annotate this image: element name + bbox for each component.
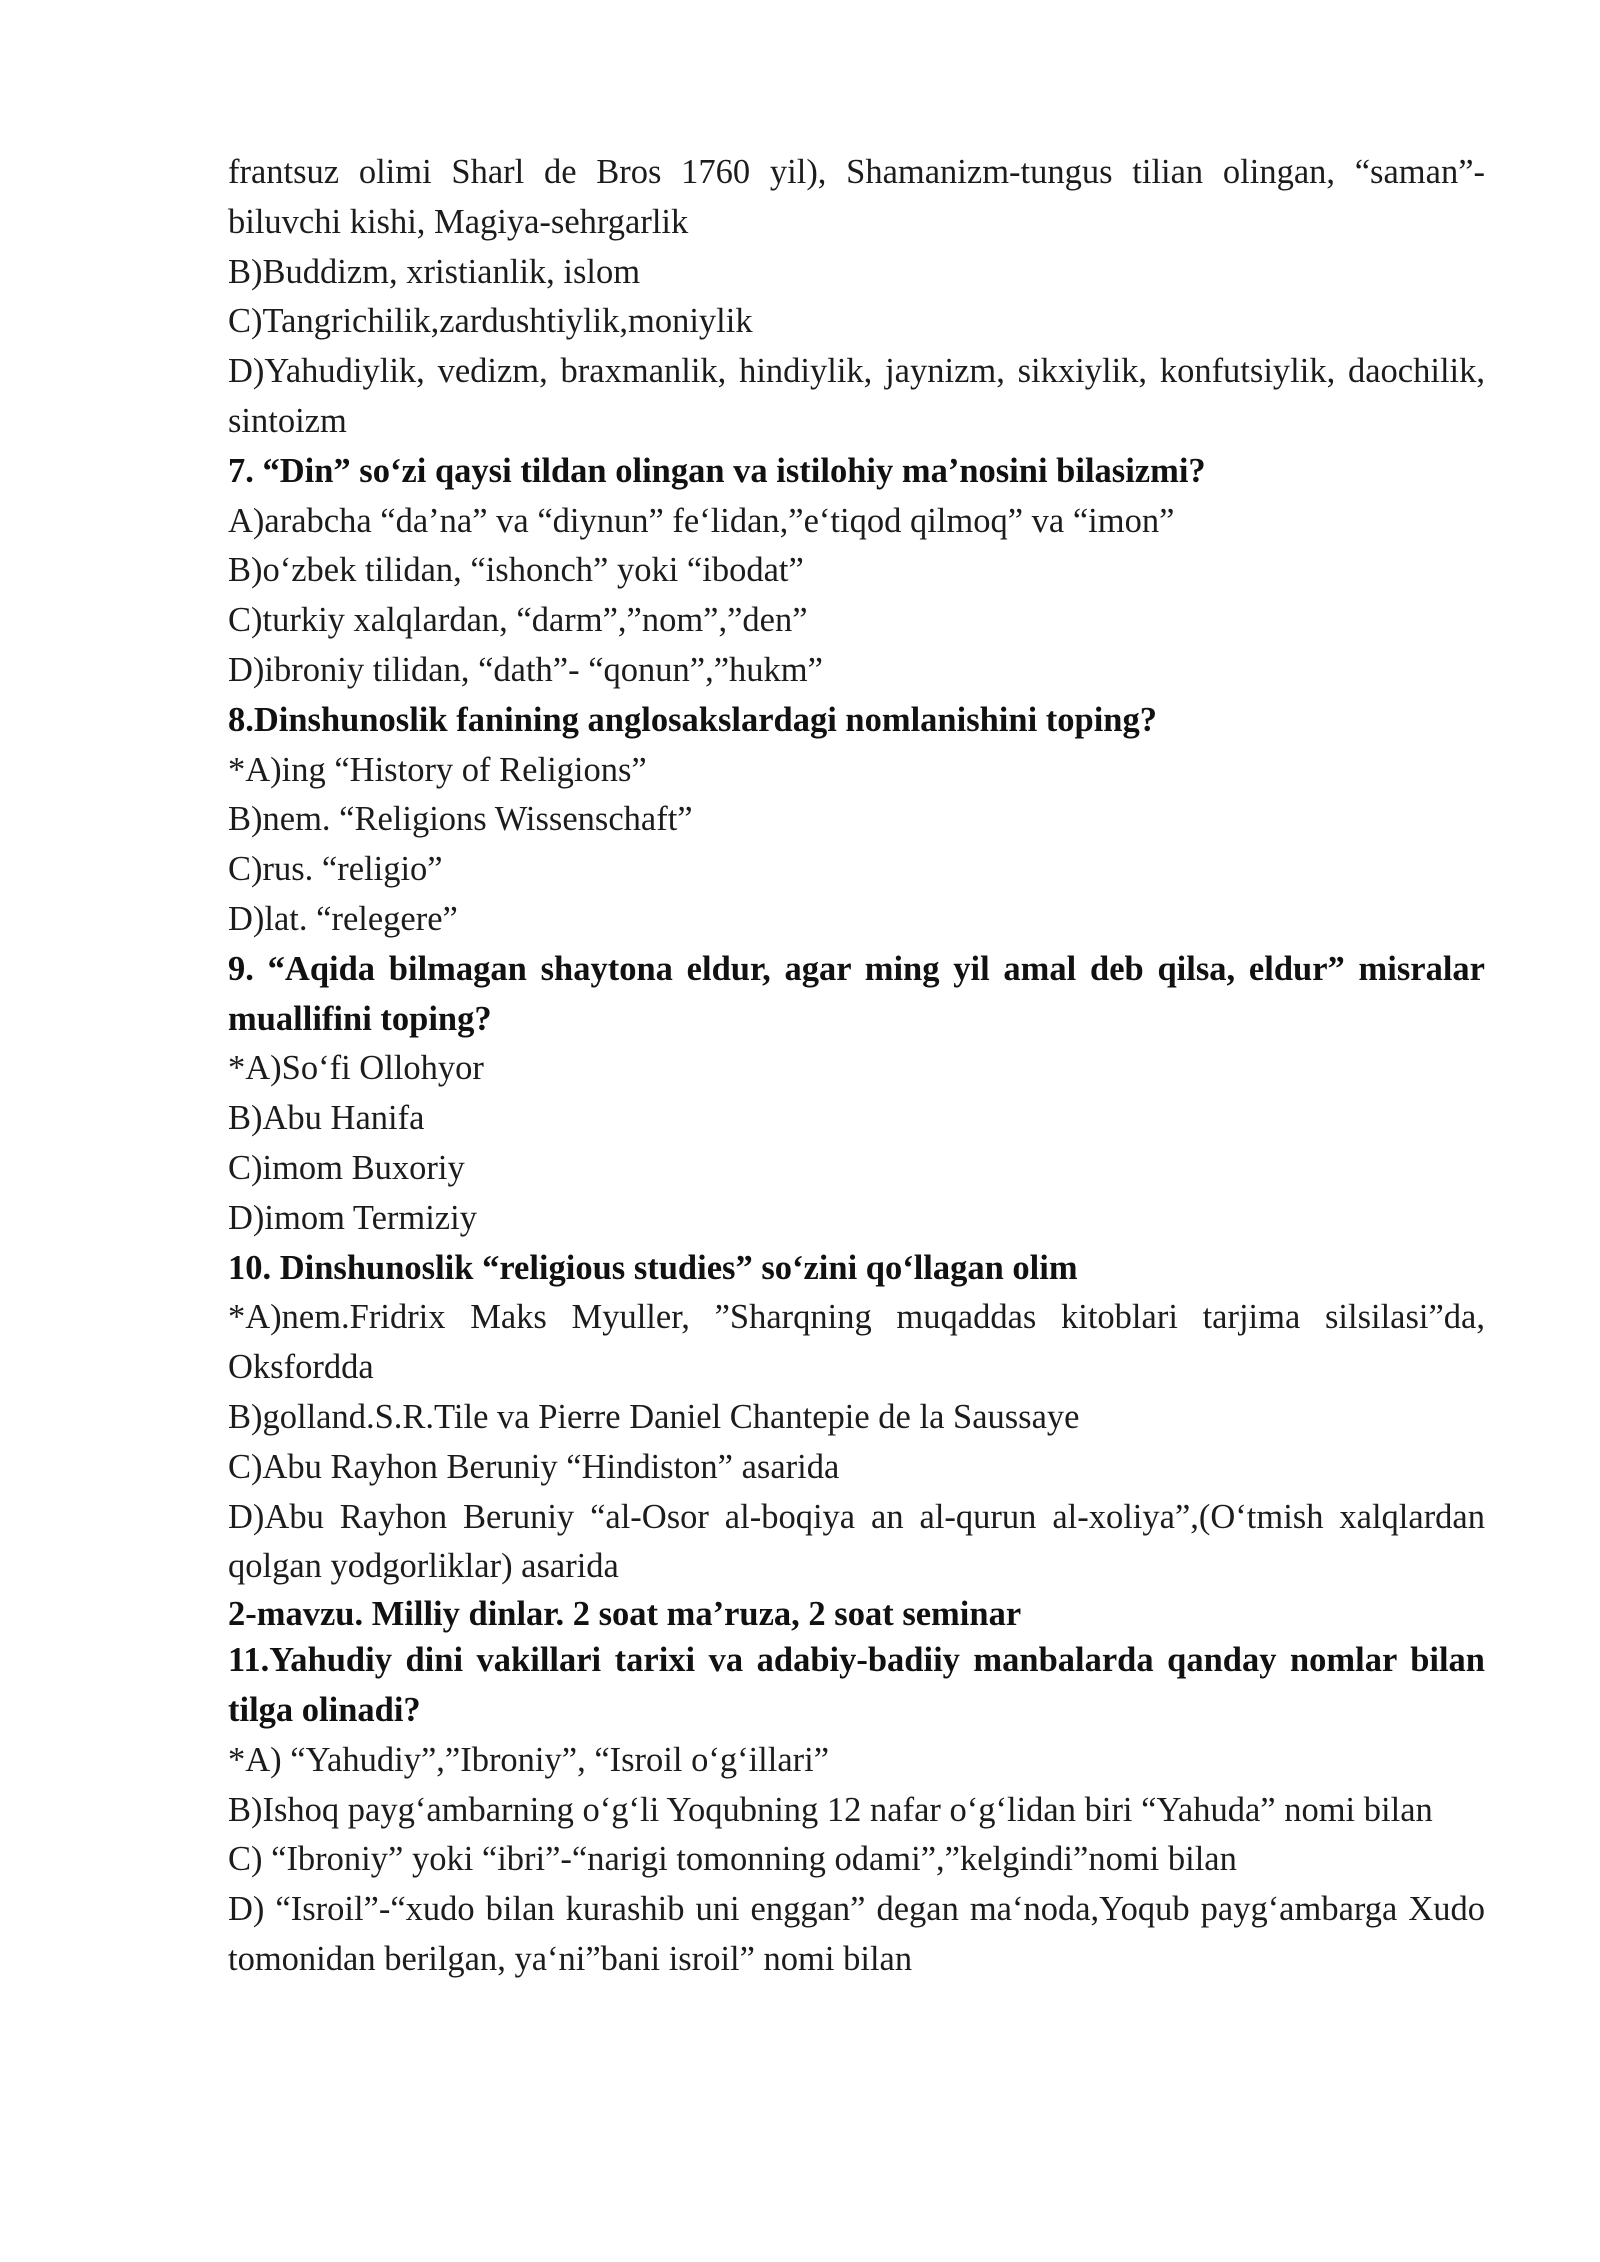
answer-line: D) “Isroil”-“xudo bilan kurashib uni enggan” degan ma‘noda,Yoqub payg‘ambarga Xudo tomonidan berilgan, ya‘ni”bani isroil” nomi bilan bbox=[228, 1890, 1485, 1978]
answer-line: B)Abu Hanifa bbox=[228, 1099, 425, 1138]
answer-line: *A)ing “History of Religions” bbox=[228, 750, 647, 789]
answer-line: A)arabcha “da’na” va “diynun” fe‘lidan,”e‘tiqod qilmoq” va “imon” bbox=[228, 501, 1175, 540]
answer-line: C)turkiy xalqlardan, “darm”,”nom”,”den” bbox=[228, 601, 808, 640]
answer-line: B)o‘zbek tilidan, “ishonch” yoki “ibodat” bbox=[228, 551, 804, 590]
answer-line: *A) “Yahudiy”,”Ibroniy”, “Isroil o‘g‘illari” bbox=[228, 1740, 830, 1779]
answer-line: D)lat. “relegere” bbox=[228, 899, 458, 938]
question-7: 7. “Din” so‘zi qaysi tildan olingan va istilohiy ma’nosini bilasizmi? bbox=[228, 451, 1206, 490]
question-11: 11.Yahudiy dini vakillari tarixi va adabiy-badiiy manbalarda qanday nomlar bilan tilga olinadi? bbox=[228, 1641, 1485, 1729]
answer-line: D)Abu Rayhon Beruniy “al-Osor al-boqiya an al-qurun al-xoliya”,(O‘tmish xalqlardan qolgan yodgorliklar) asarida bbox=[228, 1497, 1485, 1586]
document-page bbox=[228, 148, 1485, 1985]
answer-line: C)rus. “religio” bbox=[228, 850, 443, 889]
answer-line: *A)nem.Fridrix Maks Myuller, ”Sharqning muqaddas kitoblari tarjima silsilasi”da, Oksfordda bbox=[228, 1298, 1485, 1387]
answer-line: B)golland.S.R.Tile va Pierre Daniel Chantepie de la Saussaye bbox=[228, 1397, 1080, 1436]
answer-line: B)Buddizm, xristianlik, islom bbox=[228, 252, 641, 291]
section-heading: 2-mavzu. Milliy dinlar. 2 soat ma’ruza, 2 soat seminar bbox=[228, 1595, 1022, 1634]
answer-line: B)nem. “Religions Wissenschaft” bbox=[228, 800, 693, 839]
answer-line: frantsuz olimi Sharl de Bros 1760 yil), Shamanizm-tungus tilian olingan, “saman”-biluvchi kishi, Magiya-sehrgarlik bbox=[228, 153, 1485, 241]
answer-line: *A)So‘fi Ollohyor bbox=[228, 1049, 484, 1088]
answer-line: C) “Ibroniy” yoki “ibri”-“narigi tomonning odami”,”kelgindi”nomi bilan bbox=[228, 1840, 1237, 1879]
question-9: 9. “Aqida bilmagan shaytona eldur, agar ming yil amal deb qilsa, eldur” misralar muallifini toping? bbox=[228, 949, 1485, 1038]
question-8: 8.Dinshunoslik fanining anglosakslardagi nomlanishini toping? bbox=[228, 700, 1157, 739]
answer-line: D)ibroniy tilidan, “dath”- “qonun”,”hukm” bbox=[228, 650, 823, 689]
answer-line: D)Yahudiylik, vedizm, braxmanlik, hindiylik, jaynizm, sikxiylik, konfutsiylik, daochilik, sintoizm bbox=[228, 352, 1485, 440]
answer-line: C)imom Buxoriy bbox=[228, 1148, 465, 1187]
answer-line: B)Ishoq payg‘ambarning o‘g‘li Yoqubning 12 nafar o‘g‘lidan biri “Yahuda” nomi bilan bbox=[228, 1790, 1433, 1829]
question-10: 10. Dinshunoslik “religious studies” so‘zini qo‘llagan olim bbox=[228, 1248, 1078, 1287]
answer-line: C)Abu Rayhon Beruniy “Hindiston” asarida bbox=[228, 1447, 840, 1486]
answer-line: C)Tangrichilik,zardushtiylik,moniylik bbox=[228, 302, 753, 341]
answer-line: D)imom Termiziy bbox=[228, 1198, 477, 1237]
